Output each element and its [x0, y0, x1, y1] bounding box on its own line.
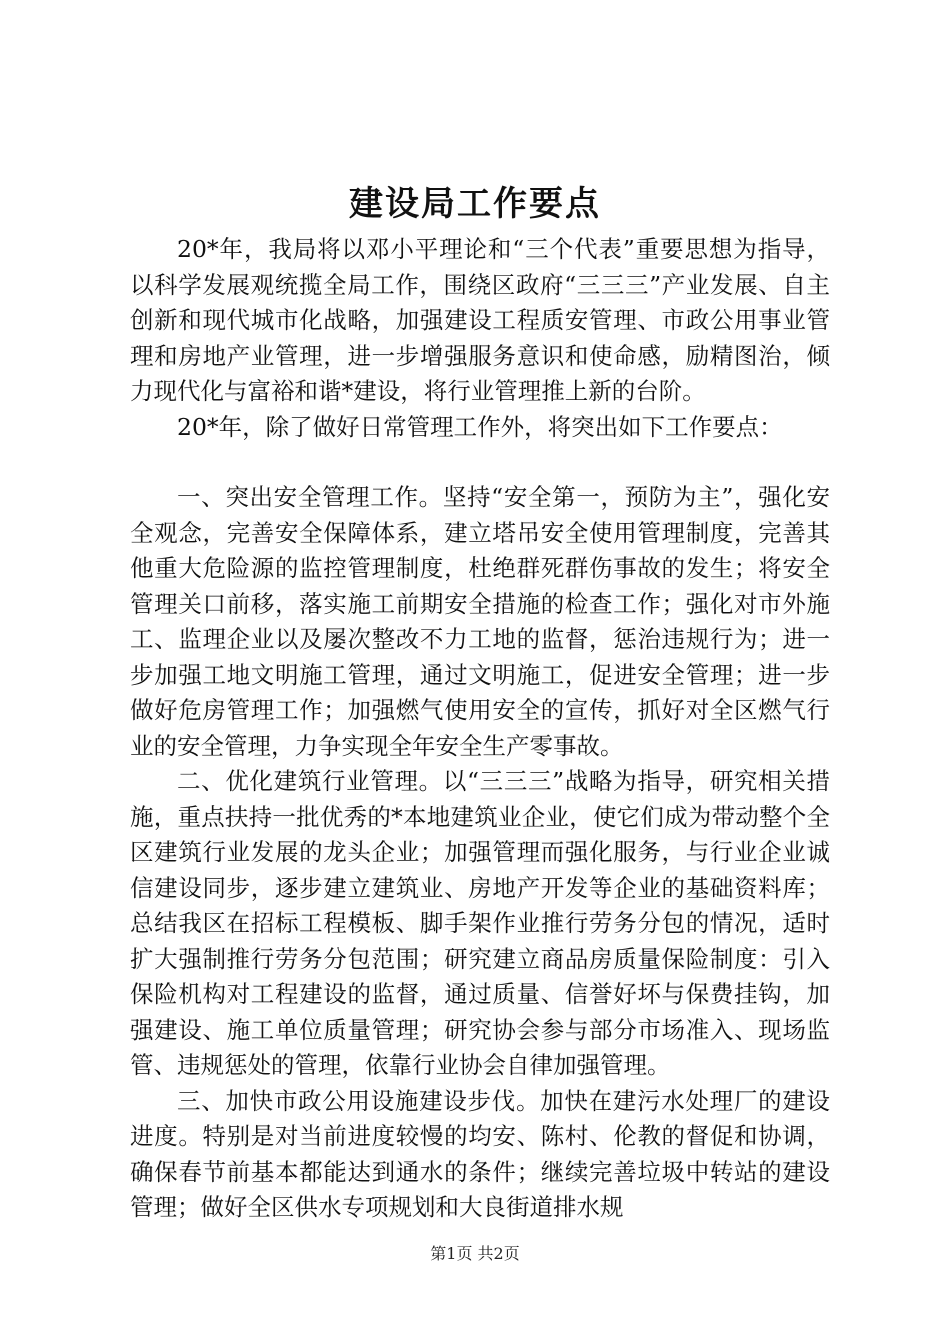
page-footer: 第1页 共2页	[430, 1244, 520, 1263]
paragraph-intro: 20*年，我局将以邓小平理论和“三个代表”重要思想为指导，以科学发展观统揽全局工作，围绕区政府“三三三”产业发展、自主创新和现代城市化战略，加强建设工程质安管理、市政公用事业管理和房地产业管理，进一步增强服务意识和使命感，励精图治，倾力现代化与富裕和谐*建设，将行业管理推上新的台阶。	[130, 235, 830, 405]
paragraph-industry: 二、优化建筑行业管理。以“三三三”战略为指导，研究相关措施，重点扶持一批优秀的*本地建筑业企业，使它们成为带动整个全区建筑行业发展的龙头企业；加强管理而强化服务，与行业企业诚信建设同步，逐步建立建筑业、房地产开发等企业的基础资料库；总结我区在招标工程模板、脚手架作业推行劳务分包的情况，适时扩大强制推行劳务分包范围；研究建立商品房质量保险制度：引入保险机构对工程建设的监督，通过质量、信誉好坏与保费挂钩，加强建设、施工单位质量管理；研究协会参与部分市场准入、现场监管、违规惩处的管理，依靠行业协会自律加强管理。	[130, 767, 830, 1079]
document-title: 建设局工作要点	[349, 184, 601, 224]
document-body	[130, 232, 830, 1226]
paragraph-summary: 20*年，除了做好日常管理工作外，将突出如下工作要点：	[177, 412, 783, 441]
paragraph-municipal: 三、加快市政公用设施建设步伐。加快在建污水处理厂的建设进度。特别是对当前进度较慢的均安、陈村、伦教的督促和协调，确保春节前基本都能达到通水的条件；继续完善垃圾中转站的建设管理；做好全区供水专项规划和大良街道排水规	[130, 1086, 830, 1221]
paragraph-safety: 一、突出安全管理工作。坚持“安全第一，预防为主”，强化安全观念，完善安全保障体系，建立塔吊安全使用管理制度，完善其他重大危险源的监控管理制度，杜绝群死群伤事故的发生；将安全管理关口前移，落实施工前期安全措施的检查工作；强化对市外施工、监理企业以及屡次整改不力工地的监督，惩治违规行为；进一步加强工地文明施工管理，通过文明施工，促进安全管理；进一步做好危房管理工作；加强燃气使用安全的宣传，抓好对全区燃气行业的安全管理，力争实现全年安全生产零事故。	[130, 483, 830, 760]
